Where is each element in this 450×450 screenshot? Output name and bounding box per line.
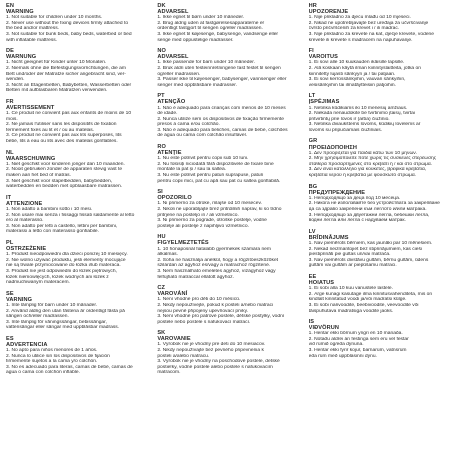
warning-block-gr [309,138,446,178]
warning-text-line: 3. Nu este potrivit pentru paturi suprapuse, paturi [157,173,264,179]
warning-text-line: ordentligt fastgjort til sengen og/eller madrassen. [157,26,263,32]
warning-heading: AVERTISSEMENT [6,105,55,111]
warning-heading: ADVARSEL [157,9,189,16]
warning-text-line: 3. No es adecuado para literas, camas de bebé, camas de [6,364,133,370]
warning-heading: ADVERTENCIA [6,341,48,348]
language-code: GR [308,138,318,145]
warning-text-line: fermement fixés au lit et / ou au matelas. [6,127,95,133]
warning-text-line: materassi a letto con materasso gonfiabile. [6,229,99,235]
warning-text-line: pentru copii mici, pat cu apă sau pat cu saltea gonflabilă. [157,178,281,184]
warning-text-line: vesisänkyihin tai ilmatäytteisiin patjoihin. [308,82,396,88]
warning-text-line: 1. Inte lämplig för barn under 10 månader. [6,302,98,308]
warning-heading: ADVARSEL [157,54,189,61]
warning-text-line: with inflatable mattress. [6,37,58,43]
language-code: ES [6,335,14,342]
language-code: IS [308,319,315,326]
warning-text-line: 2. Notaðu aldrei án festinga sem eru vel festar [308,336,409,342]
warning-text-line: 2. Använd aldrig den utan fästena är ordentligt fästa på [6,308,125,314]
warning-block-no [157,48,294,88]
warning-text-line: bébé, lits à eau ou lits avec des matelas gonflables. [6,139,118,145]
warning-block-en [6,3,143,43]
warning-text-line: Betten mit aufblasbaren Matratzen verwenden. [6,88,108,94]
language-code: PL [6,239,14,246]
warning-text-line: postieľky, vodné postele alebo postele s nafukovacím [157,364,273,370]
warning-heading: BRĪDINĀJUMS [308,234,349,241]
warning-heading: OSTRZEŻENIE [6,246,47,253]
warning-text-line: 2. Никога не използвайте без устройствата за закрепване [308,201,440,207]
warning-text-line: 3. Nem használható emeletes ágyhoz, vízágyhoz vagy [157,268,276,274]
warning-text-line: 2. Nunca utilize sem os dispositivos de fixação firmemente [157,116,284,122]
warning-block-is [309,319,446,359]
warning-text-line: 3. Produkt nie jest odpowiedni do łóżek piętrowych, [6,268,117,274]
warning-text-line: krevete ili krevete s madracem na napuhavanje. [308,37,413,43]
warning-text-line: 2. Nikdy nepoužívejte, pokud k posteli a/nebo matraci [157,302,274,308]
warning-text-line: 3. Není vhodné pro patrové postele, dětské postýlky, vodní [157,314,285,320]
warning-heading: WARNING [6,9,34,16]
warning-text-line: 2. Nikad ne upotrebljavajte bez uređaja za učvršćivanje [308,20,429,26]
warning-text-line: 3. Ce produit ne convient pas aux lits superposés, lits [6,133,122,139]
warning-text-line: 1. Nicht geeignet für Kinder unter 10 Monaten. [6,60,107,66]
warning-text-line: Bett und/oder der Matratze sicher angebracht sind, ver- [6,71,126,77]
warning-heading: ATTENZIONE [6,200,43,207]
warning-block-fi [309,48,446,88]
warning-heading: VIÐVÖRUN [308,325,339,332]
language-code: CZ [157,285,165,292]
language-code: BG [308,183,318,190]
warning-text-line: 1. Nav piemērots bērniem, kas jaunāki par 10 mēnešiem. [308,240,433,246]
language-code: EN [6,3,14,9]
warning-block-it [6,195,143,235]
warning-heading: UPOZORENJE [308,9,349,16]
language-code: HR [308,3,317,9]
warning-text-line: 2. Nikdy nepoužívajte bez pevného pripevnenia k [157,348,264,354]
warning-text-line: täispuhutava madratsiga voodite jaoks. [308,308,394,314]
warning-block-pl [6,240,143,286]
warning-block-nl [6,150,143,190]
warning-heading: ПРЕДУПРЕЖДЕНИЕ [308,189,366,196]
warning-text-line: 1. Nu este potrivit pentru copii sub 10 luni. [157,156,249,162]
warning-text-line: nadmuchiwanym materacem. [6,280,70,286]
warning-text-line: postelje ali postelje z napihljivo vzmetnico. [157,223,249,229]
warning-text-line: 1. Niet geschikt voor kinderen jonger dan 10 maanden. [6,161,125,167]
warning-heading: ĮSPĖJIMAS [308,99,340,106]
warning-heading: HOIATUS [308,280,335,287]
warning-text-line: 1. No apto para niños menores de 1 años. [6,348,98,354]
warning-text-line: og/eller madrassen. [157,71,201,77]
warning-block-cz [157,285,294,325]
warning-text-line: pritvirtintų prie lovos ir (arba) čiužinio. [308,116,390,122]
warning-block-sk [157,330,294,376]
language-code: FR [6,98,14,105]
warning-text-line: łóżek niemowlęcych, łóżek wodnych ani łóżek z [6,274,109,280]
warning-text-line: 2. Nikoli ne uporabljajte brez pritrdilnih naprav, ki so trdno [157,207,282,212]
warning-heading: VAROVÁNÍ [157,291,188,298]
warning-text-line: vattensängar eller sängar med uppblåsbar madrass. [6,325,120,331]
warning-sheet [6,3,446,447]
warning-text-line: mois. [6,116,18,122]
warning-heading: FIGYELMEZTETÉS [157,240,209,247]
warning-text-line: 3. Hentar ekki fyrir kojur, barnarúm, vatnsrúm [308,348,407,354]
warning-text-line: de idade. [157,111,178,117]
warning-text-line: 2. Nie wolno używać produktu, jeśli elementy mocujące [6,257,126,263]
warning-text-line: 3. Ei sovi kerrossänkyihin, vauvan sänkyihin, [308,77,406,83]
warning-text-line: 1. Hentar ekki börnum yngri en 10 mánaða. [308,331,403,337]
warning-text-line: да са здраво закрепени към леглото и/или матрака. [308,207,427,212]
warning-block-ee [309,274,446,314]
language-code: RO [157,144,166,151]
warning-text-line: σταθερά προσαρτημένες στο κρεβάτι ή / και στο στρώμα. [308,161,433,167]
warning-text-line: wenden. [6,77,25,83]
warning-text-line: 3. Inte lämplig för våningssängar, bebissängar, [6,319,107,325]
warning-block-dk [157,3,294,43]
warning-text-line: 2. Ne jamais l'utiliser sans les dispositifs de fixation [6,122,117,128]
warning-text-line: waterbedden en bedden met opblaasbare matrassen. [6,184,123,190]
language-code: SE [6,290,14,297]
warning-text-line: senge med oppustelige madrasser. [157,37,234,43]
language-code: IT [6,194,12,201]
warning-text-line: водни легла или легла с надуваем матрак. [308,218,406,224]
warning-text-line: 2. Never use without the fixing devices firmly attached to [6,20,129,26]
warning-text-line: 3. Ei sobi narivoodite, beebivoodite, veevoodite või [308,302,419,308]
warning-text-line: čvrsto pričvršćenih za krevet i / ili madrac. [308,26,400,32]
warning-text-line: 1. Ei sobi alla 10 kuu vanustele lastele. [308,286,393,292]
warning-text-line: matracom. [157,370,181,376]
warning-text-line: eða rúm með uppblásinni dýnu. [308,353,377,359]
warning-text-line: 1. Není vhodné pro děti do 10 měsíců. [157,297,241,303]
language-code: EE [308,273,317,280]
warning-text-line: presos à cama e/ou colchão. [157,122,220,128]
warning-text-line: 1. Výrobok nie je vhodný pre deti do 10 mesiacov. [157,342,266,348]
language-code: FI [308,48,314,55]
warning-text-line: 1. Ikke passende for barn under 10 måneder. [157,60,255,66]
warning-text-line: 1. Неподходящо за деца под 10 месеца. [308,195,401,201]
warning-heading: ATENÇÃO [157,99,186,106]
warning-text-line: senger med oppblåsbare madrasser. [157,82,237,88]
warning-text-line: 3. Неподходящо за двуетажни легла, бебешки легла, [308,212,430,218]
warning-text-line: 2. Niemals ohne die Befestigungsvorrichtungen, die am [6,65,126,71]
warning-text-line: piestiprināti pie gultas un/vai matrača. [308,252,391,258]
warning-block-de [6,48,143,94]
warning-text-line: montate la pat și / sau la saltea. [157,167,227,173]
warning-text-line: 1. Δεν προορίζεται για παιδιά κάτω των 10 μηνών. [308,150,418,156]
language-code: DK [157,3,166,9]
warning-block-si [157,189,294,229]
warning-text-line: 2. Ärge kunagi kasutage ilma kinnitusvahenditeta, mis on [308,291,433,297]
warning-text-line: 3. Netinka dviaukštėms lovoms, kūdikių lovelėms ar [308,122,421,128]
warning-text-line: sängen och/eller madrassen. [6,314,69,320]
warning-text-line: szilárdan az ágyhoz és/vagy a matrachoz rögzítené. [157,263,271,269]
warning-block-hu [157,234,294,280]
warning-heading: ATENȚIE [157,150,182,157]
warning-text-line: postele nebo postele s nafukovací matrací. [157,319,251,325]
warning-block-lt [309,93,446,133]
warning-text-line: 2. Älä koskaan käytä ilman kiinnityslaitteita, jotka on [308,65,421,71]
warning-text-line: 2. Nekad neizmantojiet bez stiprinājumiem, kas cieši [308,246,423,252]
warning-text-line: 3. Não é adequado para beliches, camas de bebé, colchões [157,127,288,133]
warning-block-lv [309,229,446,269]
language-code: LT [308,93,316,100]
warning-text-line: 2. Brug aldrig uden at fastgørelsesapparaterne er [157,20,265,26]
warning-text-line: maken aan het bed of matras. [6,173,71,179]
warning-text-line: 2. Soha ne használja anélkül, hogy a rögzítőeszközöket [157,257,279,263]
warning-text-line: lovoms su pripučiamais čiužiniais. [308,127,383,133]
language-code: SI [157,189,163,196]
warning-block-fr [6,99,143,145]
warning-block-bg [309,184,446,224]
warning-heading: VAROVANIE [157,336,191,343]
warning-block-pt [157,93,294,139]
warning-text-line: 3. Δεν είναι κατάλληλο για κουκέτες, βρεφικά κρεβάτια, [308,167,427,173]
warning-text-line: 3. Not suitable for bunk beds, baby beds, waterbed or bed [6,31,132,37]
warning-block-hr [309,3,446,43]
warning-block-ro [157,144,294,184]
warning-text-line: 3. Nav piemērots divstāvu gultām, bērnu gultām, ūdens [308,257,429,263]
warning-text-line: 3. Nije prikladno za krevete na kat, dječje krevete, vodene [308,31,434,37]
warning-text-line: kiinnitetty lujasti sänkyyn ja / tai patjaan. [308,71,396,77]
warning-text-line: kindlalt kinnitatud voodi ja/või madratsi külge. [308,297,407,303]
warning-text-line: 1. Ikke egnet til børn under 10 måneder. [157,15,245,21]
warning-text-line: 3. Ikke egnet til køjesenge, babysenge, vandsenge eller [157,31,279,37]
warning-text-line: alkalmas. [157,252,178,258]
warning-text-line: e/o al materasso. [6,218,44,224]
warning-block-se [6,291,143,331]
warning-heading: ΠΡΟΕΙΔΟΠΟΙΗΣΗ [308,144,357,151]
column-right [309,3,446,447]
language-code: PT [157,93,165,100]
language-code: DE [6,48,14,55]
warning-text-line: κρεβάτια νερού ή κρεβάτια με φουσκωτό στρώμα. [308,173,417,179]
warning-text-line: 1. Netinka kūdikiams iki 10 mėnesių amžiaus. [308,105,408,111]
warning-text-line: 3. Nicht an Etagenbetten, Babybetten, Wasserbetten oder [6,82,132,88]
column-middle [157,3,294,447]
warning-text-line: 2. Non usare mai senza i fissaggi fissati saldamente al letto [6,212,135,218]
warning-text-line: 3. Výrobok nie je vhodný na poschodové postele, detské [157,359,280,365]
warning-text-line: agua o cama con colchón inflable. [6,370,80,376]
warning-text-line: pritrjene na posteljo in / ali vzmetnico. [157,212,239,218]
warning-text-line: 1. Non adatto a bambini sotto i 10 mesi. [6,207,93,212]
warning-heading: VARNING [6,296,33,303]
warning-text-line: 2. Nu folosiți niciodată fără dispozitivele de fixare bine [157,161,274,167]
warning-text-line: nie są trwale przymocowane do łóżka i/lub materaca. [6,263,121,269]
warning-text-line: 1. Nije prikladno za djecu mlađu od 10 mjeseci. [308,15,411,21]
language-code: SK [157,330,166,337]
language-code: LV [308,228,316,235]
warning-text-line: 2. Bruk aldri uten festeinnretningene fast festet til sengen [157,65,281,71]
warning-text-line: gultām vai gultām ar piepūšamu matraci. [308,263,397,269]
language-code: NL [6,149,14,156]
warning-text-line: 1. Not suitable for children under 10 months. [6,15,103,21]
warning-heading: WARNUNG [6,54,37,61]
warning-text-line: 1. 10 hónaposnál fiatalabb gyermekek számára nem [157,246,271,252]
warning-text-line: 3. Niet geschikt voor stapelbedden, babybedden, [6,178,113,184]
warning-text-line: 1. Produkt nieodpowiedni dla dzieci poniżej 10 miesięcy. [6,252,128,258]
warning-text-line: 1. Não é adequado para crianças com menos de 10 meses [157,105,286,111]
language-code: NO [157,48,166,55]
warning-heading: OPOZORILO [157,195,192,202]
warning-text-line: nejsou pevně připojeny upevňovací prvky. [157,308,249,314]
warning-text-line: firmemente sujetos a la cama y/o colchón. [6,359,98,365]
warning-text-line: felfújható matraccal ellátott ágyhoz. [157,274,234,280]
warning-text-line: the bed and/or mattress. [6,26,60,32]
warning-text-line: 2. Nunca lo utilice sin los dispositivos de fijación [6,353,110,359]
warning-text-line: 3. Ni primerno za pograde, otroške postelje, vodne [157,218,267,224]
column-left [6,3,143,447]
warning-text-line: við rúmið og/eða dýnuna. [308,342,364,348]
warning-text-line: 3. Non adatto per letti a castello, lettini per bambini, [6,223,118,229]
warning-text-line: 2. Niekada nenaudokite be tvirtinimo įtaisų, tvirtai [308,111,415,117]
warning-heading: VAROITUS [308,54,338,61]
warning-text-line: 1. Ei sovi alle 10 kuukauden ikäisille lapsille. [308,60,405,66]
warning-text-line: 2. Nooit gebruiken zonder de apparaten stevig vast te [6,167,123,173]
warning-text-line: 1. Ce produit ne convient pas aux enfants de moins de 10 [6,111,132,117]
warning-heading: WAARSCHUWING [6,155,56,162]
warning-text-line: posteli a/alebo matracu. [157,353,210,359]
warning-block-es [6,336,143,376]
warning-text-line: 3. Passer ikke til køyesenger, babysenger, vannsenger eller [157,77,287,83]
warning-text-line: 2. Μην χρησιμοποιείτε ποτέ χωρίς τις συσκευές στερέωσης [308,156,437,162]
warning-text-line: de água ou cama com colchão insuflável. [157,133,248,139]
warning-text-line: 1. Ni primerno za otroke, mlajše od 10 mesecev. [157,201,262,207]
language-code: HU [157,234,166,241]
